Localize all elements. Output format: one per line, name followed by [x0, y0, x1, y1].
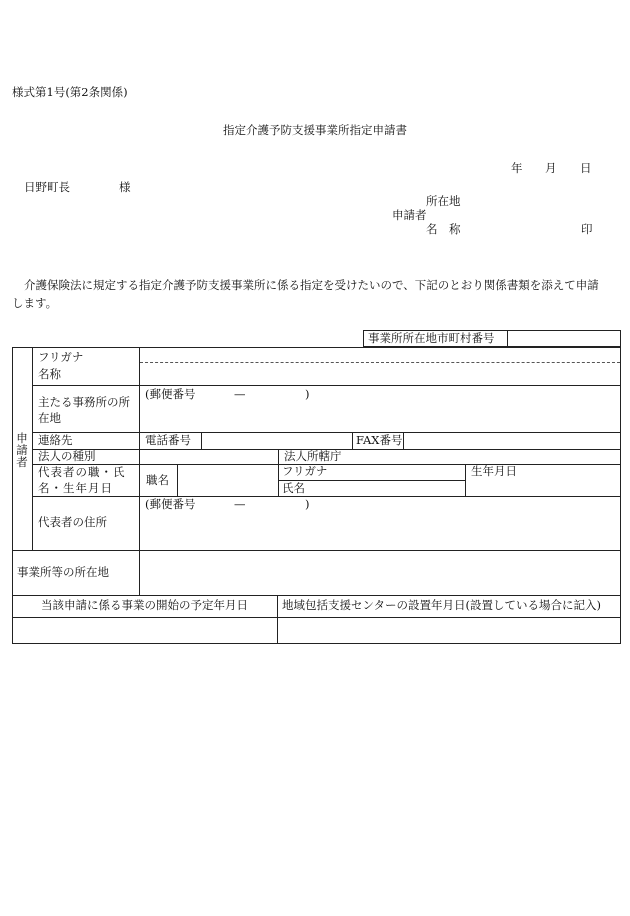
- date-month-label: 月: [545, 161, 557, 175]
- office-location-field[interactable]: [141, 552, 619, 594]
- fax-field[interactable]: [405, 433, 619, 448]
- rep-title-label: 代表者の職・氏名・生年月日: [38, 465, 126, 495]
- rep-name-label: 氏名: [282, 481, 305, 495]
- start-date-label: 当該申請に係る事業の開始の予定年月日: [41, 598, 248, 612]
- main-office-address-field[interactable]: [141, 403, 619, 431]
- corp-authority-field[interactable]: [345, 450, 619, 463]
- grid-line: [277, 595, 278, 643]
- grid-line: [177, 464, 178, 496]
- date-year-label: 年: [511, 161, 523, 175]
- corp-authority-label: 法人所轄庁: [284, 449, 342, 463]
- seal-label: 印: [581, 222, 593, 236]
- postal-code-dash: —: [234, 387, 246, 401]
- center-date-label: 地域包括支援センターの設置年月日(設置している場合に記入): [282, 598, 602, 612]
- municipality-code-field[interactable]: [508, 331, 620, 346]
- form-number: 様式第1号(第2条関係): [12, 85, 128, 99]
- birth-date-label: 生年月日: [471, 464, 517, 478]
- contact-label: 連絡先: [38, 433, 73, 447]
- main-office-label: 主たる事務所の所在地: [38, 395, 130, 425]
- rep-postal-code-dash: —: [234, 497, 246, 511]
- grid-line: [12, 595, 621, 596]
- grid-line: [620, 330, 621, 643]
- phone-label: 電話番号: [145, 433, 191, 447]
- municipality-code-label: 事業所所在地市町村番号: [368, 331, 495, 345]
- date-day-label: 日: [580, 161, 592, 175]
- grid-line: [201, 432, 202, 449]
- applicant-label: 申請者: [392, 208, 427, 222]
- body-text-line-1: 介護保険法に規定する指定介護予防支援事業所に係る指定を受けたいので、下記のとおり関係書類を添えて申請: [24, 278, 599, 292]
- rep-furigana-label: フリガナ: [282, 464, 328, 478]
- start-date-field[interactable]: [14, 619, 276, 642]
- applicant-name-label: 名 称: [426, 222, 461, 236]
- applicant-address-label: 所在地: [426, 194, 461, 208]
- rep-postal-code-close: ): [305, 497, 310, 511]
- grid-line: [465, 464, 466, 496]
- grid-line: [12, 617, 621, 618]
- applicant-vertical-label: 申 請 者: [16, 431, 28, 470]
- furigana-field[interactable]: [141, 348, 619, 361]
- corp-type-field[interactable]: [141, 450, 277, 463]
- postal-code-label: (郵便番号: [145, 387, 196, 401]
- name-label: 名称: [38, 367, 61, 381]
- grid-line: [278, 480, 465, 481]
- grid-line: [12, 643, 621, 644]
- grid-line: [352, 432, 353, 449]
- body-text-line-2: します。: [12, 296, 58, 310]
- job-title-field[interactable]: [179, 465, 277, 495]
- rep-address-label: 代表者の住所: [38, 515, 107, 529]
- furigana-dashed-line: [140, 362, 620, 363]
- name-field[interactable]: [141, 364, 619, 384]
- fax-label: FAX番号: [356, 433, 403, 447]
- addressee-honorific: 様: [119, 180, 131, 194]
- grid-line: [32, 385, 620, 386]
- job-title-label: 職名: [146, 473, 169, 487]
- grid-line: [278, 449, 279, 496]
- furigana-label: フリガナ: [38, 350, 84, 364]
- addressee-name: 日野町長: [24, 180, 70, 194]
- grid-line: [32, 496, 620, 497]
- postal-code-close: ): [305, 387, 310, 401]
- page-title: 指定介護予防支援事業所指定申請書: [223, 123, 407, 137]
- office-location-label: 事業所等の所在地: [17, 565, 109, 579]
- rep-address-field[interactable]: [141, 513, 619, 549]
- grid-line: [12, 550, 621, 551]
- center-date-field[interactable]: [279, 619, 619, 642]
- grid-line: [403, 432, 404, 449]
- rep-postal-code-label: (郵便番号: [145, 497, 196, 511]
- corp-type-label: 法人の種別: [38, 449, 96, 463]
- phone-field[interactable]: [203, 433, 351, 448]
